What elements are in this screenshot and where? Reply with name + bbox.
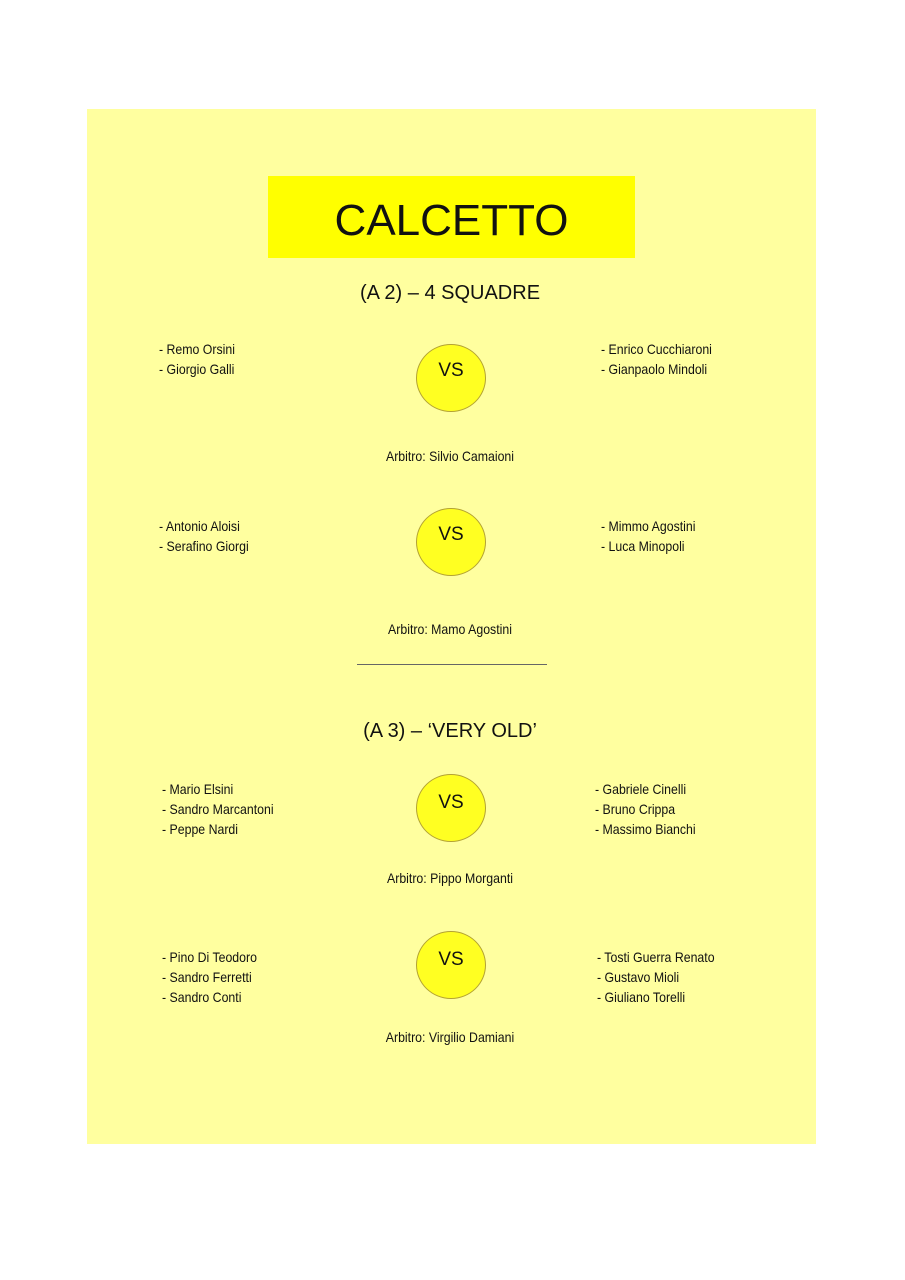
player-name: - Bruno Crippa bbox=[595, 801, 676, 817]
vs-badge bbox=[416, 931, 486, 999]
player-name: - Giorgio Galli bbox=[159, 361, 235, 377]
referee-label: Arbitro: Virgilio Damiani bbox=[385, 1029, 515, 1045]
player-name: - Serafino Giorgi bbox=[159, 538, 249, 554]
player-name: - Massimo Bianchi bbox=[595, 821, 696, 837]
player-name: - Remo Orsini bbox=[159, 341, 235, 357]
player-name: - Mario Elsini bbox=[162, 781, 234, 797]
player-name: - Giuliano Torelli bbox=[597, 989, 686, 1005]
section-heading-a3: (A 3) – ‘VERY OLD’ bbox=[363, 720, 537, 742]
player-name: - Tosti Guerra Renato bbox=[597, 949, 715, 965]
team-left-list bbox=[162, 779, 274, 839]
vs-badge bbox=[416, 508, 486, 576]
vs-label: VS bbox=[438, 792, 464, 813]
player-name: - Gianpaolo Mindoli bbox=[601, 361, 708, 377]
referee-label: Arbitro: Silvio Camaioni bbox=[385, 448, 515, 464]
player-name: - Peppe Nardi bbox=[162, 821, 239, 837]
vs-badge bbox=[416, 344, 486, 412]
section-divider bbox=[357, 664, 547, 665]
player-name: - Gustavo Mioli bbox=[597, 969, 680, 985]
vs-label: VS bbox=[438, 524, 464, 545]
player-name: - Antonio Aloisi bbox=[159, 518, 240, 534]
vs-label: VS bbox=[438, 949, 464, 970]
vs-label: VS bbox=[438, 360, 464, 381]
team-left-list bbox=[159, 339, 235, 379]
team-left-list bbox=[159, 516, 249, 556]
player-name: - Sandro Marcantoni bbox=[162, 801, 274, 817]
player-name: - Pino Di Teodoro bbox=[162, 949, 257, 965]
section-heading-a2: (A 2) – 4 SQUADRE bbox=[359, 282, 541, 304]
referee-label: Arbitro: Mamo Agostini bbox=[388, 621, 512, 637]
team-right-list bbox=[601, 339, 712, 379]
team-right-list bbox=[601, 516, 695, 556]
team-right-list bbox=[597, 947, 715, 1007]
player-name: - Sandro Conti bbox=[162, 989, 242, 1005]
vs-badge bbox=[416, 774, 486, 842]
player-name: - Enrico Cucchiaroni bbox=[601, 341, 712, 357]
team-right-list bbox=[595, 779, 696, 839]
referee-label: Arbitro: Pippo Morganti bbox=[386, 870, 514, 886]
page-title: CALCETTO bbox=[334, 196, 569, 245]
player-name: - Mimmo Agostini bbox=[601, 518, 696, 534]
player-name: - Gabriele Cinelli bbox=[595, 781, 687, 797]
player-name: - Sandro Ferretti bbox=[162, 969, 252, 985]
player-name: - Luca Minopoli bbox=[601, 538, 685, 554]
team-left-list bbox=[162, 947, 257, 1007]
